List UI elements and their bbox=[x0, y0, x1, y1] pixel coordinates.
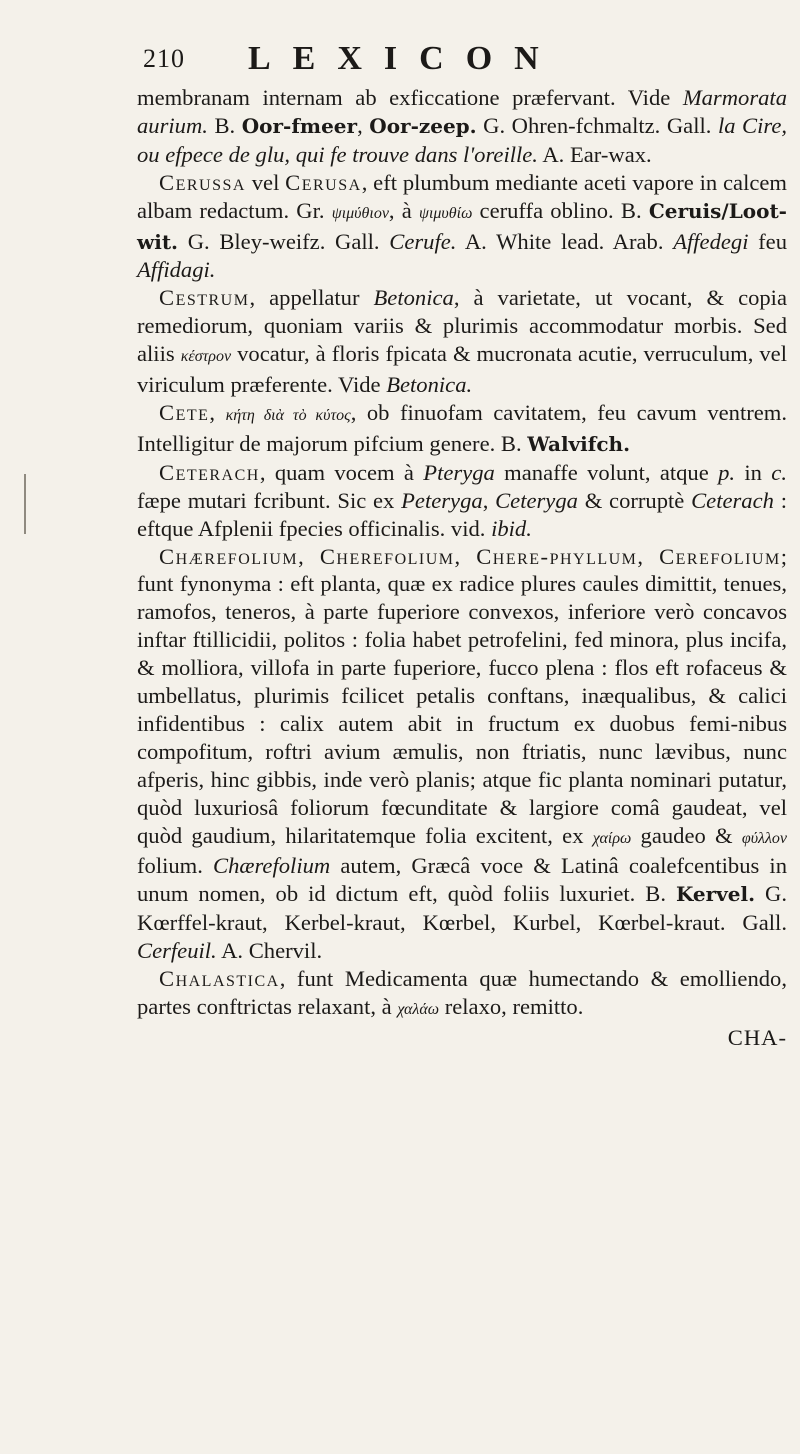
greek-term: χαλάω bbox=[397, 1001, 440, 1018]
entry-cerussa bbox=[137, 169, 787, 285]
dutch-term: Walvifch. bbox=[527, 431, 631, 456]
entry-text: ; funt fynonyma : eft planta, quæ ex radice plures caules dimittit, tenues, ramofos, teneros, à parte fuperiore convexos, inferiore verò concavos inftar ftillicidii, politos : folia habet petrofelini, fed minora, plus incifa, & molliora, villofa in parte fuperiore, fucco plena : flos eft rofaceus & umbellatus, plurimis fcilicet petalis conftans, inæqualibus, & calici infidentibus : calix autem abit in fructum ex duobus femi-nibus compofitum, roftri avium æmulis, non ftriatis, nunc lævibus, nunc afperis, hinc gibbis, inde verò planis; atque fic planta nominari putatur, quòd luxuriosâ foliorum fœcunditate & largiore comâ gaudeat, vel quòd gaudium, hilaritatemque folia excitent, ex bbox=[137, 543, 787, 848]
entry-text: autem, Græcâ voce & Latinâ coalefcentibus in unum nomen, ob id dictum eft, quòd foliis luxuriet. B. bbox=[137, 853, 788, 907]
entry-text: folium. bbox=[137, 853, 214, 879]
dutch-term: Kervel. bbox=[675, 882, 756, 907]
lexicon-text bbox=[137, 84, 787, 1052]
entry-headword: Cestrum bbox=[159, 285, 250, 311]
cross-reference: Marmorata aurium. bbox=[137, 85, 787, 138]
entry-text: manaffe volunt, atque bbox=[494, 459, 719, 485]
entry-text: B. bbox=[207, 112, 242, 138]
entry-text: A. Ear-wax. bbox=[537, 141, 652, 167]
entry-text: G. Kœrffel-kraut, Kerbel-kraut, Kœrbel, Kurbel, Kœrbel-kraut. Gall. bbox=[137, 881, 787, 936]
entry-headword: Cherefolium bbox=[319, 543, 455, 569]
entry-text: feu bbox=[748, 228, 788, 254]
entry-continuation bbox=[137, 84, 787, 169]
entry-headword: Chalastica bbox=[159, 966, 280, 992]
entry-text: , bbox=[357, 112, 370, 138]
entry-text: , bbox=[482, 487, 496, 513]
cross-reference: Betonica bbox=[373, 285, 454, 311]
greek-term: χαίρω bbox=[592, 829, 632, 847]
entry-headword: Ceterach bbox=[159, 459, 260, 485]
entry-text: vocatur, à floris fpicata & mucronata acutie, verruculum, vel viriculum præferente. Vide bbox=[137, 341, 787, 398]
french-term: Cerfeuil. bbox=[137, 938, 217, 964]
entry-headword: Cerussa bbox=[159, 169, 246, 195]
entry-text: , à bbox=[388, 197, 419, 223]
entry-text: , bbox=[298, 543, 320, 569]
variant-form: Peteryga bbox=[401, 487, 483, 513]
page-header bbox=[0, 40, 800, 90]
greek-term: κήτη διὰ τὸ κύτος bbox=[225, 406, 351, 424]
french-term: Cerufe. bbox=[389, 228, 457, 254]
catchword: CHA- bbox=[727, 1024, 787, 1050]
entry-ceterach bbox=[137, 459, 787, 543]
greek-term: ψιμυθίω bbox=[419, 204, 473, 222]
letter-reference: p. bbox=[718, 459, 736, 485]
entry-headword: Chere-phyllum bbox=[476, 543, 638, 569]
entry-text: , eft plumbum mediante aceti vapore in calcem albam redactum. Gr. bbox=[137, 169, 787, 223]
dutch-term: Oor-zeep. bbox=[369, 113, 477, 138]
latin-term: Chærefolium bbox=[213, 853, 331, 879]
entry-text: G. Ohren-fchmaltz. Gall. bbox=[476, 112, 718, 138]
entry-cete bbox=[137, 399, 787, 459]
french-term: la Cire, ou efpece de glu, qui fe trouve dans l'oreille. bbox=[137, 112, 788, 167]
variant-form: Pteryga bbox=[423, 459, 495, 485]
entry-text: , appellatur bbox=[249, 285, 374, 311]
entry-text: A. White lead. Arab. bbox=[456, 228, 674, 254]
entry-text: , quam vocem à bbox=[259, 459, 424, 485]
entry-chaerefolium bbox=[137, 543, 787, 966]
dutch-term: Ceruis/Loot-wit. bbox=[137, 198, 787, 254]
entry-headword: Cerefolium bbox=[659, 543, 781, 569]
entry-headword: Cete bbox=[159, 399, 210, 425]
entry-text: , ob finuofam cavitatem, feu cavum ventrem. Intelligitur de majorum pifcium genere. B. bbox=[137, 399, 788, 456]
letter-reference: c. bbox=[771, 459, 787, 485]
entry-text: , bbox=[209, 399, 226, 425]
cross-reference: Betonica. bbox=[386, 372, 473, 398]
entry-text: relaxo, remitto. bbox=[439, 994, 584, 1019]
entry-text: , à varietate, ut vocant, & copia remediorum, quoniam variis & plurimis accommodatur morbis. Sed aliis bbox=[137, 285, 787, 367]
entry-text: : eftque Afplenii fpecies officinalis. vid. bbox=[137, 487, 787, 541]
entry-headword: Chærefolium bbox=[159, 543, 299, 569]
page-edge-shadow bbox=[24, 474, 26, 534]
variant-form: Ceterach bbox=[691, 487, 774, 513]
arabic-term: Affedegi bbox=[673, 228, 749, 254]
entry-text: in bbox=[735, 459, 772, 485]
greek-term: κέστρον bbox=[180, 348, 232, 366]
entry-text: membranam internam ab exficcatione præfervant. Vide bbox=[137, 85, 683, 110]
arabic-term: Affidagi. bbox=[137, 257, 216, 283]
entry-text: A. Chervil. bbox=[216, 938, 323, 964]
entry-text: & corruptè bbox=[577, 487, 692, 513]
greek-term: ψιμύθιον bbox=[331, 204, 389, 222]
entry-text: , bbox=[637, 543, 660, 569]
entry-text: ceruffa oblino. B. bbox=[472, 197, 649, 223]
running-head: LEXICON bbox=[248, 40, 561, 77]
entry-text: vel bbox=[245, 169, 286, 195]
entry-text: fæpe mutari fcribunt. Sic ex bbox=[137, 487, 402, 513]
entry-text: gaudeo & bbox=[631, 822, 742, 848]
cross-reference: ibid. bbox=[491, 515, 532, 541]
variant-form: Ceteryga bbox=[495, 487, 578, 513]
greek-term: φύλλον bbox=[741, 829, 788, 847]
entry-headword: Cerusa bbox=[285, 169, 362, 195]
entry-text: G. Bley-weifz. Gall. bbox=[178, 228, 390, 254]
dutch-term: Oor-fmeer bbox=[241, 113, 358, 138]
entry-text: , funt Medicamenta quæ humectando & emolliendo, partes conftrictas relaxant, à bbox=[137, 966, 787, 1019]
page-number: 210 bbox=[143, 44, 185, 73]
entry-text: , bbox=[454, 543, 477, 569]
entry-cestrum bbox=[137, 284, 787, 399]
entry-chalastica bbox=[137, 965, 787, 1052]
